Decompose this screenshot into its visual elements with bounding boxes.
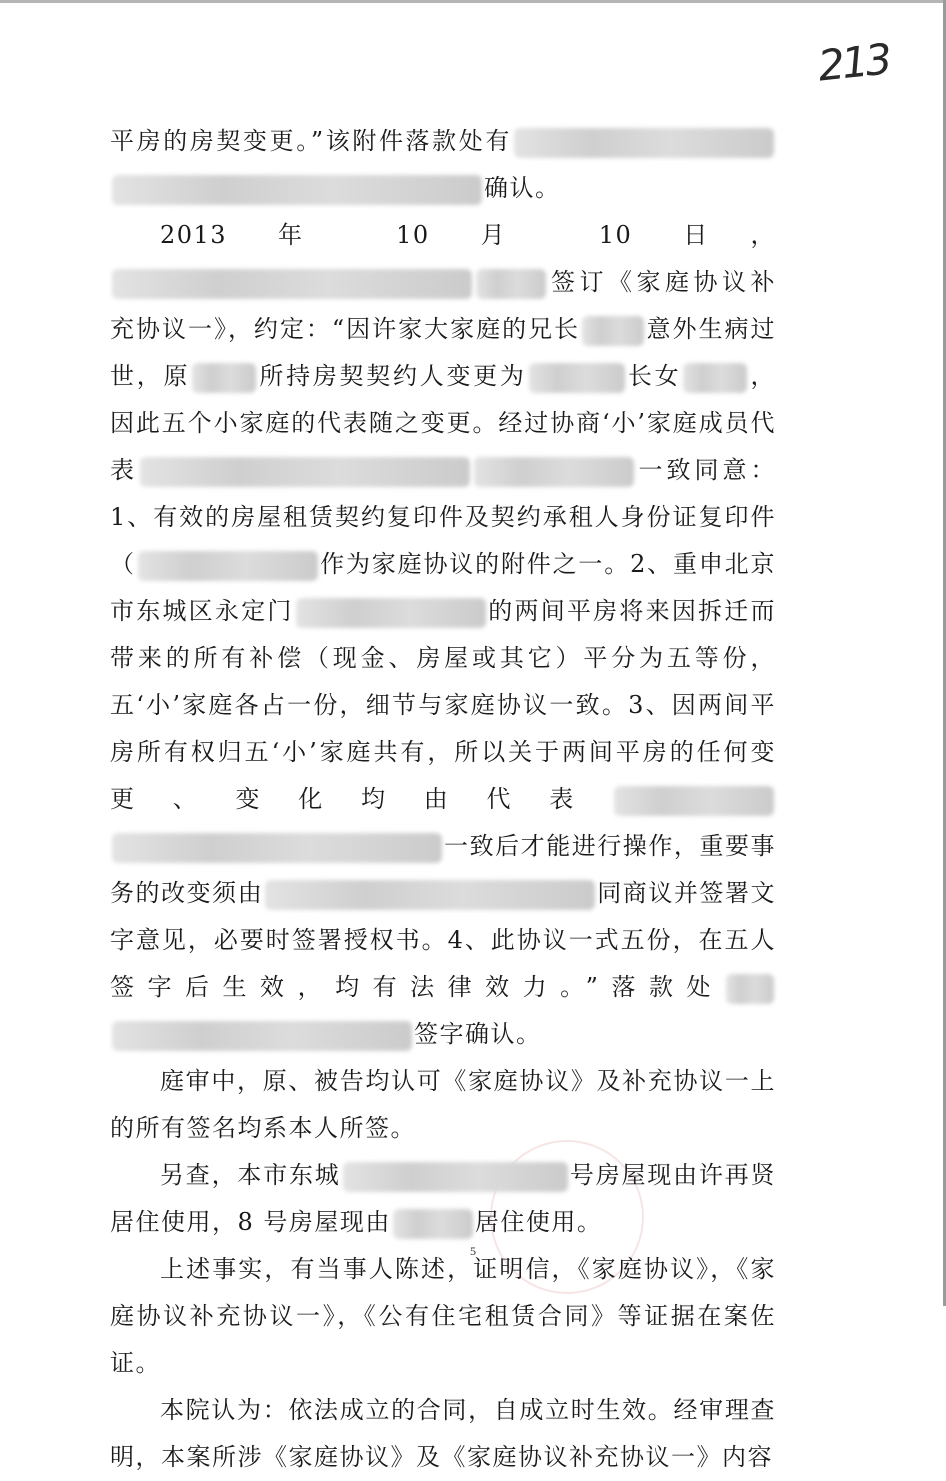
paragraph-court-opinion [110, 1387, 776, 1481]
redacted-block [112, 833, 442, 863]
text-segment: 一致后才能进行操作，重要事务的改变须由 [110, 832, 776, 907]
text-segment: 号房屋现由许再贤居住使用，8 号房屋现由 [110, 1161, 777, 1236]
redacted-block [514, 128, 774, 158]
redacted-block [265, 880, 595, 910]
redacted-block [476, 269, 546, 299]
paragraph-further-findings [110, 1152, 776, 1246]
redacted-block [683, 363, 747, 393]
paragraph-evidence [110, 1246, 776, 1387]
redacted-block [296, 598, 486, 628]
redacted-block [138, 551, 318, 581]
redacted-block [529, 363, 625, 393]
redacted-block [343, 1162, 568, 1192]
paragraph-court-hearing [110, 1058, 776, 1152]
text-segment: 意外生病过世，原 [110, 315, 776, 390]
text-segment: 2013 年 10 月 10 日， [160, 221, 776, 249]
text-segment: 一致同意：1、有效的房屋租赁契约复印件及契约承租人身份证复印件（ [110, 456, 776, 578]
text-segment: 签字确认。 [414, 1020, 542, 1048]
redacted-block [192, 363, 256, 393]
text-segment: 另查，本市东城 [160, 1161, 341, 1189]
text-segment: 平房的房契变更。”该附件落款处有 [110, 127, 512, 155]
text-segment: 上述事实，有当事人陈述，证明信，《家庭协议》，《家庭协议补充协议一》，《公有住宅租赁合同》等证据在案佐证。 [110, 1255, 776, 1377]
handwritten-page-number: 213 [815, 34, 892, 91]
redacted-block [140, 457, 470, 487]
document-body [110, 118, 776, 1481]
text-segment: 本院认为：依法成立的合同，自成立时生效。经审理查明，本案所涉《家庭协议》及《家庭协议补充协议一》内容 [110, 1396, 776, 1471]
redacted-block [393, 1209, 473, 1239]
text-segment: 签订《家庭协议补充协议一》，约定：“因许家大家庭的兄长 [110, 268, 776, 343]
text-segment: 庭审中，原、被告均认可《家庭协议》及补充协议一上的所有签名均系本人所签。 [110, 1067, 776, 1142]
redacted-block [474, 457, 634, 487]
paragraph-supplementary-agreement [110, 212, 776, 1058]
redacted-block [582, 316, 644, 346]
text-segment: 居住使用。 [474, 1208, 603, 1236]
text-segment: 长女 [626, 362, 682, 390]
text-segment: 同商议并签署文字意见，必要时签署授权书。4、此协议一式五份，在五人签字后生效，均有法律效力。”落款处 [110, 879, 777, 1001]
redacted-block [112, 269, 472, 299]
redacted-block [112, 175, 482, 205]
text-segment: ，因此五个小家庭的代表随之变更。经过协商‘小’家庭成员代表 [110, 362, 777, 484]
footer-page-number: 5 [470, 1244, 476, 1258]
text-segment: 所持房契契约人变更为 [258, 362, 527, 390]
redacted-block [112, 1021, 412, 1051]
redacted-block [726, 974, 774, 1004]
redacted-block [614, 786, 774, 816]
paragraph-attachment-signing [110, 118, 776, 212]
text-segment: 确认。 [484, 174, 561, 202]
scan-edge-top [0, 0, 946, 3]
text-segment: 作为家庭协议的附件之一。2、重申北京市东城区永定门 [110, 550, 776, 625]
text-segment: 的两间平房将来因拆迁而带来的所有补偿（现金、房屋或其它）平分为五等份，五‘小’家庭各占一份，细节与家庭协议一致。3、因两间平房所有权归五‘小’家庭共有，所以关于两间平房的任何变更、变化均由代表 [110, 597, 777, 813]
